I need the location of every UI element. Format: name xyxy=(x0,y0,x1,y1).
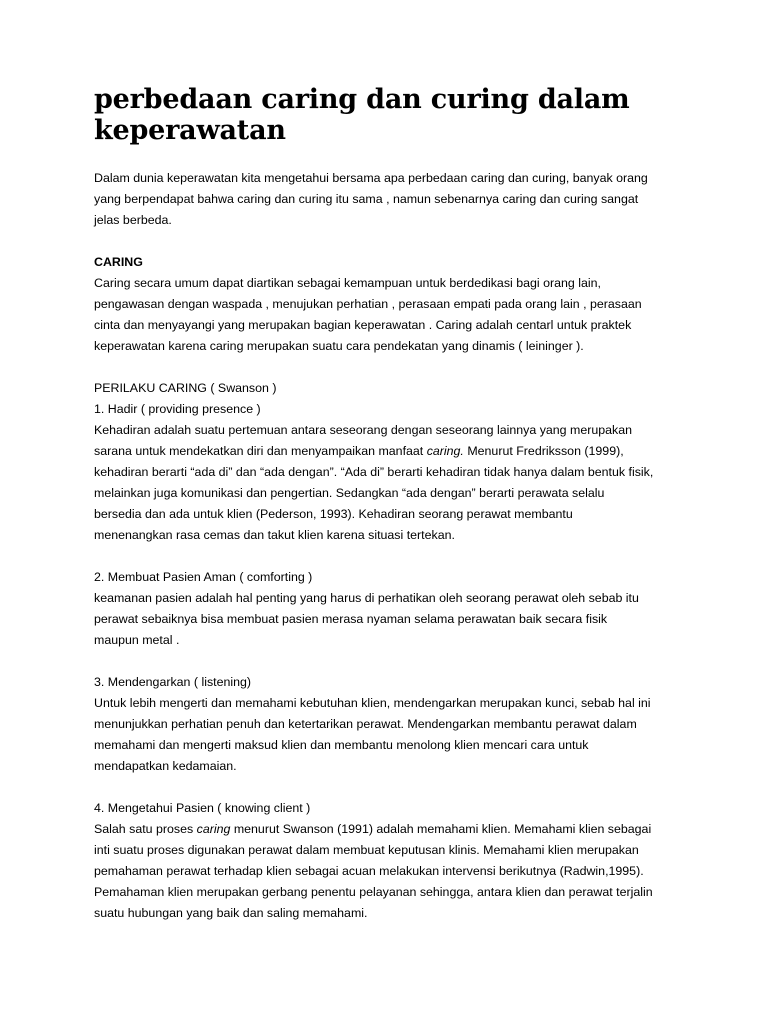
page-title xyxy=(94,84,694,146)
text-line xyxy=(94,441,694,462)
text-segment: Salah satu proses xyxy=(94,822,197,836)
text-line: pengawasan dengan waspada , menujukan perhatian , perasaan empati pada orang lain , perasaan xyxy=(94,297,642,311)
text-line: menenangkan rasa cemas dan takut klien karena situasi tertekan. xyxy=(94,528,455,542)
text-line: cinta dan menyayangi yang merupakan bagian keperawatan . Caring adalah centarl untuk praktek xyxy=(94,318,632,332)
text-line: Kehadiran adalah suatu pertemuan antara seseorang dengan seseorang lainnya yang merupakan xyxy=(94,423,633,437)
perilaku-item-2 xyxy=(94,567,694,651)
text-line: Dalam dunia keperawatan kita mengetahui bersama apa perbedaan caring dan curing, banyak orang xyxy=(94,171,648,185)
title-line: keperawatan xyxy=(94,115,286,146)
text-line: maupun metal . xyxy=(94,633,180,647)
perilaku-item-3 xyxy=(94,672,694,777)
text-line: yang berpendapat bahwa caring dan curing itu sama , namun sebenarnya caring dan curing sangat xyxy=(94,192,639,206)
intro-paragraph xyxy=(94,168,694,231)
italic-term: caring xyxy=(196,822,231,836)
text-line: Caring secara umum dapat diartikan sebagai kemampuan untuk berdedikasi bagi orang lain, xyxy=(94,276,601,290)
text-line: pemahaman perawat terhadap klien sebagai acuan melakukan intervensi berikutnya (Radwin,1995). xyxy=(94,864,644,878)
perilaku-item-1 xyxy=(94,378,694,546)
text-segment: menurut Swanson (1991) adalah memahami klien. Memahami klien sebagai xyxy=(230,822,652,836)
item-title: 1. Hadir ( providing presence ) xyxy=(94,402,261,416)
text-line: memahami dan mengerti maksud klien dan membantu menolong klien mencari cara untuk xyxy=(94,738,589,752)
section-heading-perilaku: PERILAKU CARING ( Swanson ) xyxy=(94,381,277,395)
text-line: suatu hubungan yang baik dan saling memahami. xyxy=(94,906,368,920)
item-title: 3. Mendengarkan ( listening) xyxy=(94,675,252,689)
text-line: perawat sebaiknya bisa membuat pasien merasa nyaman selama perawatan baik secara fisik xyxy=(94,612,608,626)
text-line xyxy=(94,819,694,840)
text-line: inti suatu proses digunakan perawat dalam membuat keputusan klinis. Memahami klien merupakan xyxy=(94,843,639,857)
text-line: melainkan juga komunikasi dan pengertian. Sedangkan “ada dengan” berarti perawata selalu xyxy=(94,486,605,500)
perilaku-item-4 xyxy=(94,798,694,924)
text-segment: Menurut Fredriksson (1999), xyxy=(463,444,624,458)
text-segment: sarana untuk mendekatkan diri dan menyampaikan manfaat xyxy=(94,444,427,458)
caring-section xyxy=(94,252,694,357)
text-line: keamanan pasien adalah hal penting yang harus di perhatikan oleh seorang perawat oleh sebab itu xyxy=(94,591,639,605)
text-line: jelas berbeda. xyxy=(94,213,172,227)
section-heading-caring: CARING xyxy=(94,255,143,269)
text-line: bersedia dan ada untuk klien (Pederson, 1993). Kehadiran seorang perawat membantu xyxy=(94,507,573,521)
article-body xyxy=(94,168,694,924)
italic-term: caring. xyxy=(426,444,464,458)
item-title: 4. Mengetahui Pasien ( knowing client ) xyxy=(94,801,311,815)
item-title: 2. Membuat Pasien Aman ( comforting ) xyxy=(94,570,313,584)
text-line: Untuk lebih mengerti dan memahami kebutuhan klien, mendengarkan merupakan kunci, sebab hal ini xyxy=(94,696,651,710)
text-line: mendapatkan kedamaian. xyxy=(94,759,237,773)
document-page xyxy=(94,84,694,945)
text-line: menunjukkan perhatian penuh dan ketertarikan perawat. Mendengarkan membantu perawat dalam xyxy=(94,717,637,731)
text-line: keperawatan karena caring merupakan suatu cara pendekatan yang dinamis ( leininger ). xyxy=(94,339,584,353)
text-line: Pemahaman klien merupakan gerbang penentu pelayanan sehingga, antara klien dan perawat terjalin xyxy=(94,885,653,899)
text-line: kehadiran berarti “ada di” dan “ada dengan”. “Ada di” berarti kehadiran tidak hanya dalam bentuk fisik, xyxy=(94,465,654,479)
title-line: perbedaan caring dan curing dalam xyxy=(94,84,630,115)
